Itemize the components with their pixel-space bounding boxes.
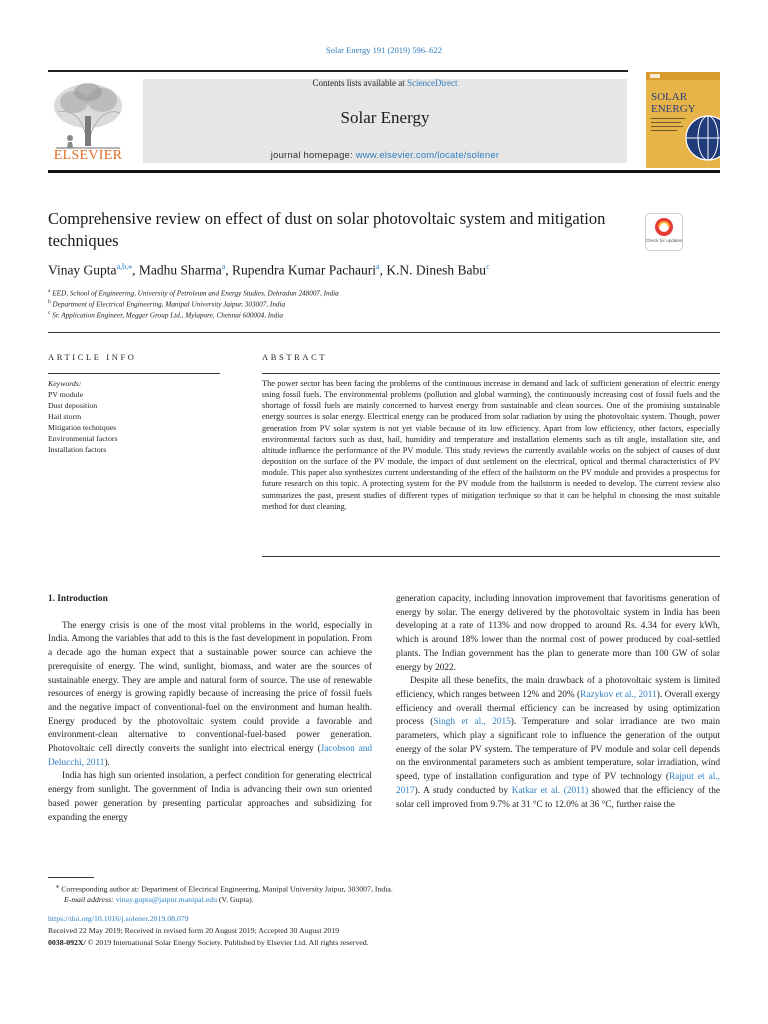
keywords-list xyxy=(48,378,220,455)
check-updates-label: Check for updates xyxy=(645,238,683,243)
email-note: E-mail address: vinay.gupta@jaipur.manipal.edu (V. Gupta). xyxy=(64,895,254,904)
body-column-left xyxy=(48,593,372,825)
author-affiliation-marker[interactable]: c xyxy=(486,262,490,271)
citation-link[interactable]: Jacobson and Delucchi, 2011 xyxy=(48,744,372,768)
abstract-text: The power sector has been facing the problems of the continuous increase in demand and lack of sufficient generation of electric energy using fossil fuels. The environmental problems (pollution and global warming), the continuously increasing cost of fossil fuels and the shortage of fossil fuels are mainly concerned to harvest energy from sustainable and clean sources. One of the promising sustainable energy sources is solar energy. Electrical energy can be produced from solar radiation by using the photovoltaic system. Though, power generation from PV solar system is not yet viable because of its low efficiency. Apart from low efficiency, other factors, especially environmental factors such as dust, hail, humidity and temperature and installation elements such as tilt angle, installation site, and altitude influence the performance of the PV module. This study reviews the currently available works on the subject of causes of dust deposition on the surface of the PV module, the impact of dust settlement on the electrical, optical and thermal characteristics of PV module. This paper also synthesizes current understanding of the effect of the hailstorm on the PV module and provides a prospectus for future research on this topic. A protecting system for the PV module from the hailstorm is needed to develop. The current review also summarizes the past, present studies of different types of mitigation technique so that it can be helpful in choosing the most suitable method for dust cleaning. xyxy=(262,379,720,511)
keyword: Dust deposition xyxy=(48,401,98,410)
keyword: Installation factors xyxy=(48,445,107,454)
header-top-rule xyxy=(48,70,628,72)
journal-name: Solar Energy xyxy=(340,108,430,127)
article-info-rule xyxy=(48,373,220,374)
author-name[interactable]: Rupendra Kumar Pachauri xyxy=(232,262,376,278)
paper-title: Comprehensive review on effect of dust on solar photovoltaic system and mitigation techniques xyxy=(48,209,606,250)
citation-link[interactable]: Singh et al., 2015 xyxy=(433,717,511,728)
cover-title-line1: SOLAR xyxy=(651,91,688,103)
affiliation-a: $^a$ EED, School of Engineering, University of Petroleum and Energy Studies, Dehradun 248007, India xyxy=(48,288,339,298)
contents-prefix: Contents lists available at xyxy=(312,78,407,88)
citation-link[interactable]: Rajput et al., 2017 xyxy=(396,772,720,796)
homepage-line xyxy=(143,150,627,161)
doi-link[interactable]: https://doi.org/10.1016/j.solener.2019.08.079 xyxy=(48,914,189,923)
email-link[interactable]: vinay.gupta@jaipur.manipal.edu xyxy=(115,895,217,904)
copyright-line: 0038-092X/ © 2019 International Solar Energy Society. Published by Elsevier Ltd. All rights reserved. xyxy=(48,938,369,947)
author-separator: , xyxy=(132,262,139,278)
journal-cover-image[interactable] xyxy=(646,72,720,168)
contents-line xyxy=(143,78,627,88)
author-affiliation-marker[interactable]: a xyxy=(221,262,226,271)
citation-link[interactable]: Razykov et al., 2011 xyxy=(580,689,657,700)
author-separator: , xyxy=(225,262,233,278)
check-for-updates-badge[interactable] xyxy=(645,213,683,251)
author-list xyxy=(48,262,728,279)
author-affiliation-marker[interactable]: a xyxy=(376,262,380,271)
cover-title-line2: ENERGY xyxy=(651,103,696,115)
paragraph: generation capacity, including innovation improvement that favoritisms generation of energy by solar. The energy delivered by the photovoltaic system in India has been developing at a rate of 113% and now dropped to around Rs. 4.34 for every kWh, which is around 18% lower than the normal cost of power produced by coal-settled plants. The Indian government has the plan to generate more than 100 GW of solar energy by 2022. xyxy=(396,594,720,673)
keywords-heading: Keywords: xyxy=(48,379,82,388)
abstract-heading: ABSTRACT xyxy=(262,352,328,362)
keyword: PV module xyxy=(48,390,84,399)
abstract-end-rule xyxy=(262,556,720,557)
homepage-prefix: journal homepage: xyxy=(270,150,356,161)
abstract-rule xyxy=(262,373,720,374)
affiliation-b: $^b$ Department of Electrical Engineering, Manipal University Jaipur, 303007, India xyxy=(48,299,286,309)
author-name[interactable]: K.N. Dinesh Babu xyxy=(386,262,487,278)
header-bottom-rule xyxy=(48,170,720,173)
affiliation-c: $^c$ Sr. Application Engineer, Megger Group Ltd., Mylapore, Chennai 600004, India xyxy=(48,310,283,320)
paragraph: India has high sun oriented insolation, a perfect condition for generating electrical energy from sunlight. The government of India is advancing their own sun oriented based power generation by presenting particular approaches and subsidizing for expanding the energy xyxy=(48,771,372,823)
author-name[interactable]: Madhu Sharma xyxy=(138,262,222,278)
paragraph: The energy crisis is one of the most vital problems in the world, especially in India. Among the variables that add to this is the fast development in population. From a decade ago the human expect that a sustainable power source can achieve the prerequisite of energy. The wind, sunlight, biomass, and water are the sources of sustainable energy. They are ample and natural form of source. The use of renewable resources of energy is growing rapidly because of increasing the price of fossil fuels and the negative impact of conventional-fuel on the environment and human health. Energy produced by the photovoltaic system could provide a favorable and environment-clean alternative to conventional-fuel-based power generation. Photovoltaic cell directly converts the sunlight into electrical energy (Jacobson and Delucchi, 2011). xyxy=(48,620,372,768)
sciencedirect-link[interactable]: ScienceDirect xyxy=(407,78,458,88)
body-column-right xyxy=(396,593,720,812)
homepage-link[interactable]: www.elsevier.com/locate/solener xyxy=(355,150,500,161)
title-block-rule xyxy=(48,332,720,333)
keyword: Hail storm xyxy=(48,412,82,421)
paragraph: Despite all these benefits, the main drawback of a photovoltaic system is limited efficiency, which ranges between 12% and 20% (Razykov et al., 2011). Overall exergy efficiency and overall thermal efficiency can be increased by using optimization process (Singh et al., 2015). Temperature and solar irradiance are two main parameters, which play a significant role to influence the generation of the output energy of the solar PV system. The temperature of PV module and solar cell depends on the environmental parameters such as ambient temperature, solar irradiation, wind speed, type of installation configuration and type of PV technology (Rajput et al., 2017). A study conducted by Katkar et al. (2011) showed that the efficiency of the solar cell improved from 9.7% at 31 °C to 12.0% at 36 °C, further raise the xyxy=(396,676,721,810)
citation-link[interactable]: Katkar et al. (2011) xyxy=(511,785,589,796)
journal-reference[interactable]: Solar Energy 191 (2019) 596–622 xyxy=(326,45,442,55)
author-separator: , xyxy=(379,262,387,278)
footnote-rule xyxy=(48,877,94,878)
received-dates: Received 22 May 2019; Received in revised form 20 August 2019; Accepted 30 August 2019 xyxy=(48,926,340,935)
author-name[interactable]: Vinay Gupta xyxy=(48,262,117,278)
elsevier-wordmark: ELSEVIER xyxy=(53,148,123,163)
article-info-heading: ARTICLE INFO xyxy=(48,352,137,362)
author-affiliation-marker[interactable]: a,b,⁎ xyxy=(116,262,133,271)
corresponding-author-note: ⁎ Corresponding author at: Department of Electrical Engineering, Manipal University Jaipur, 303007, India. xyxy=(56,883,393,894)
section-heading-introduction: 1. Introduction xyxy=(48,594,108,604)
keyword: Environmental factors xyxy=(48,434,118,443)
keyword: Mitigation techniques xyxy=(48,423,117,432)
